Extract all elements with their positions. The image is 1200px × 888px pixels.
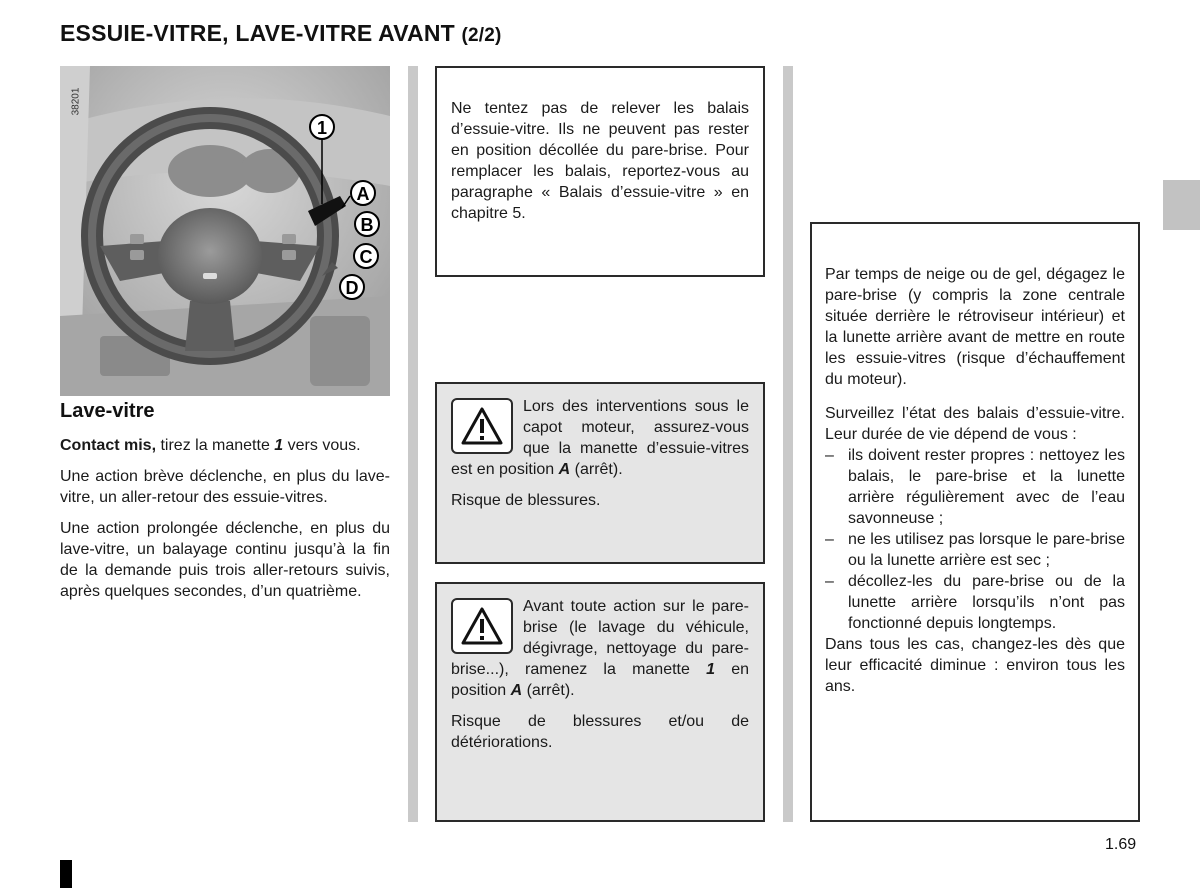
svg-text:C: C (359, 247, 373, 267)
text-span: (arrêt). (570, 461, 623, 478)
lave-vitre-section (60, 400, 390, 612)
illustration-ref-code: 38201 (70, 87, 82, 116)
list-item: – ils doivent rester propres : nettoyez les balais, le pare-brise et la lunette arrière régulièrement avec de l’eau savonneuse ; (825, 445, 1125, 529)
blade-care-list (825, 445, 1125, 634)
column-divider (783, 66, 793, 822)
paragraph-long-action: Une action prolongée déclenche, en plus du lave-vitre, un balayage continu jusqu’à la fin de la demande puis trois aller-retours suivis, après quelques secondes, d’un quatrième. (60, 520, 390, 600)
callout-A (351, 181, 375, 205)
corner-mark (60, 860, 72, 888)
callout-B (355, 212, 379, 236)
chapter-tab (1163, 180, 1200, 230)
position-letter: A (558, 461, 571, 478)
maintenance-box (810, 222, 1140, 822)
paragraph-short-action: Une action brève déclenche, en plus du lave-vitre, un aller-retour des essuie-vitres. (60, 468, 390, 506)
column-divider (408, 66, 418, 822)
blade-paragraph: Surveillez l’état des balais d’essuie-vitre. Leur durée de vie dépend de vous : (825, 405, 1125, 443)
list-item: – ne les utilisez pas lorsque le pare-brise ou la lunette arrière est sec ; (825, 529, 1125, 571)
callout-1 (310, 115, 334, 139)
page-title (60, 20, 502, 47)
notice-text: Ne tentez pas de relever les balais d’essuie-vitre. Ils ne peuvent pas rester en position décollée du pare-brise. Pour remplacer les balais, reportez-vous au paragraphe « Balais d’essuie-vitre » en chapitre 5. (451, 100, 749, 222)
warning-risk: Risque de blessures et/ou de détériorations. (451, 713, 749, 751)
svg-text:B: B (360, 215, 374, 235)
text-span: tirez la manette (156, 437, 275, 454)
notice-box (435, 66, 765, 277)
stalk-number: 1 (274, 437, 284, 454)
text-span: vers vous. (283, 437, 361, 454)
snow-paragraph: Par temps de neige ou de gel, dégagez le pare-brise (y compris la zone centrale située derrière le rétroviseur intérieur) et la lunette arrière avant de mettre en route les essuie-vitres (risque d’échauffement du moteur). (825, 266, 1125, 388)
text-span: en position (451, 661, 749, 699)
title-main: ESSUIE-VITRE, LAVE-VITRE AVANT (60, 20, 455, 46)
section-heading: Lave-vitre (60, 400, 155, 422)
warning-box-engine (435, 382, 765, 564)
bold-contact: Contact mis, (60, 437, 157, 454)
text-span: (arrêt). (522, 682, 575, 699)
text-span: Avant toute action sur le pare-brise (le lavage du véhicule, dégivrage, nettoyage du pare-brise...), ramenez la manette (451, 598, 749, 678)
callout-C (354, 244, 378, 268)
svg-text:D: D (345, 278, 359, 298)
list-item: – décollez-les du pare-brise ou de la lunette arrière lorsqu’ils n’ont pas fonctionné depuis longtemps. (825, 571, 1125, 634)
title-suffix: (2/2) (461, 25, 502, 46)
steering-wheel-illustration (60, 66, 390, 396)
position-letter: A (510, 682, 523, 699)
svg-text:A: A (356, 184, 370, 204)
stalk-number: 1 (706, 661, 715, 678)
callout-D (340, 275, 364, 299)
warning-box-windshield (435, 582, 765, 822)
replace-paragraph: Dans tous les cas, changez-les dès que leur efficacité diminue : environ tous les ans. (825, 636, 1125, 695)
steering-wheel-drawing (60, 66, 390, 396)
svg-text:1: 1 (316, 118, 328, 138)
paragraph-contact (60, 435, 390, 456)
warning-triangle-icon (451, 598, 513, 654)
warning-triangle-icon (451, 398, 513, 454)
warning-risk: Risque de blessures. (451, 492, 601, 509)
page-number: 1.69 (1105, 836, 1137, 853)
text-span: Lors des interventions sous le capot moteur, assurez-vous que la manette d’essuie-vitres est en position (451, 398, 749, 478)
